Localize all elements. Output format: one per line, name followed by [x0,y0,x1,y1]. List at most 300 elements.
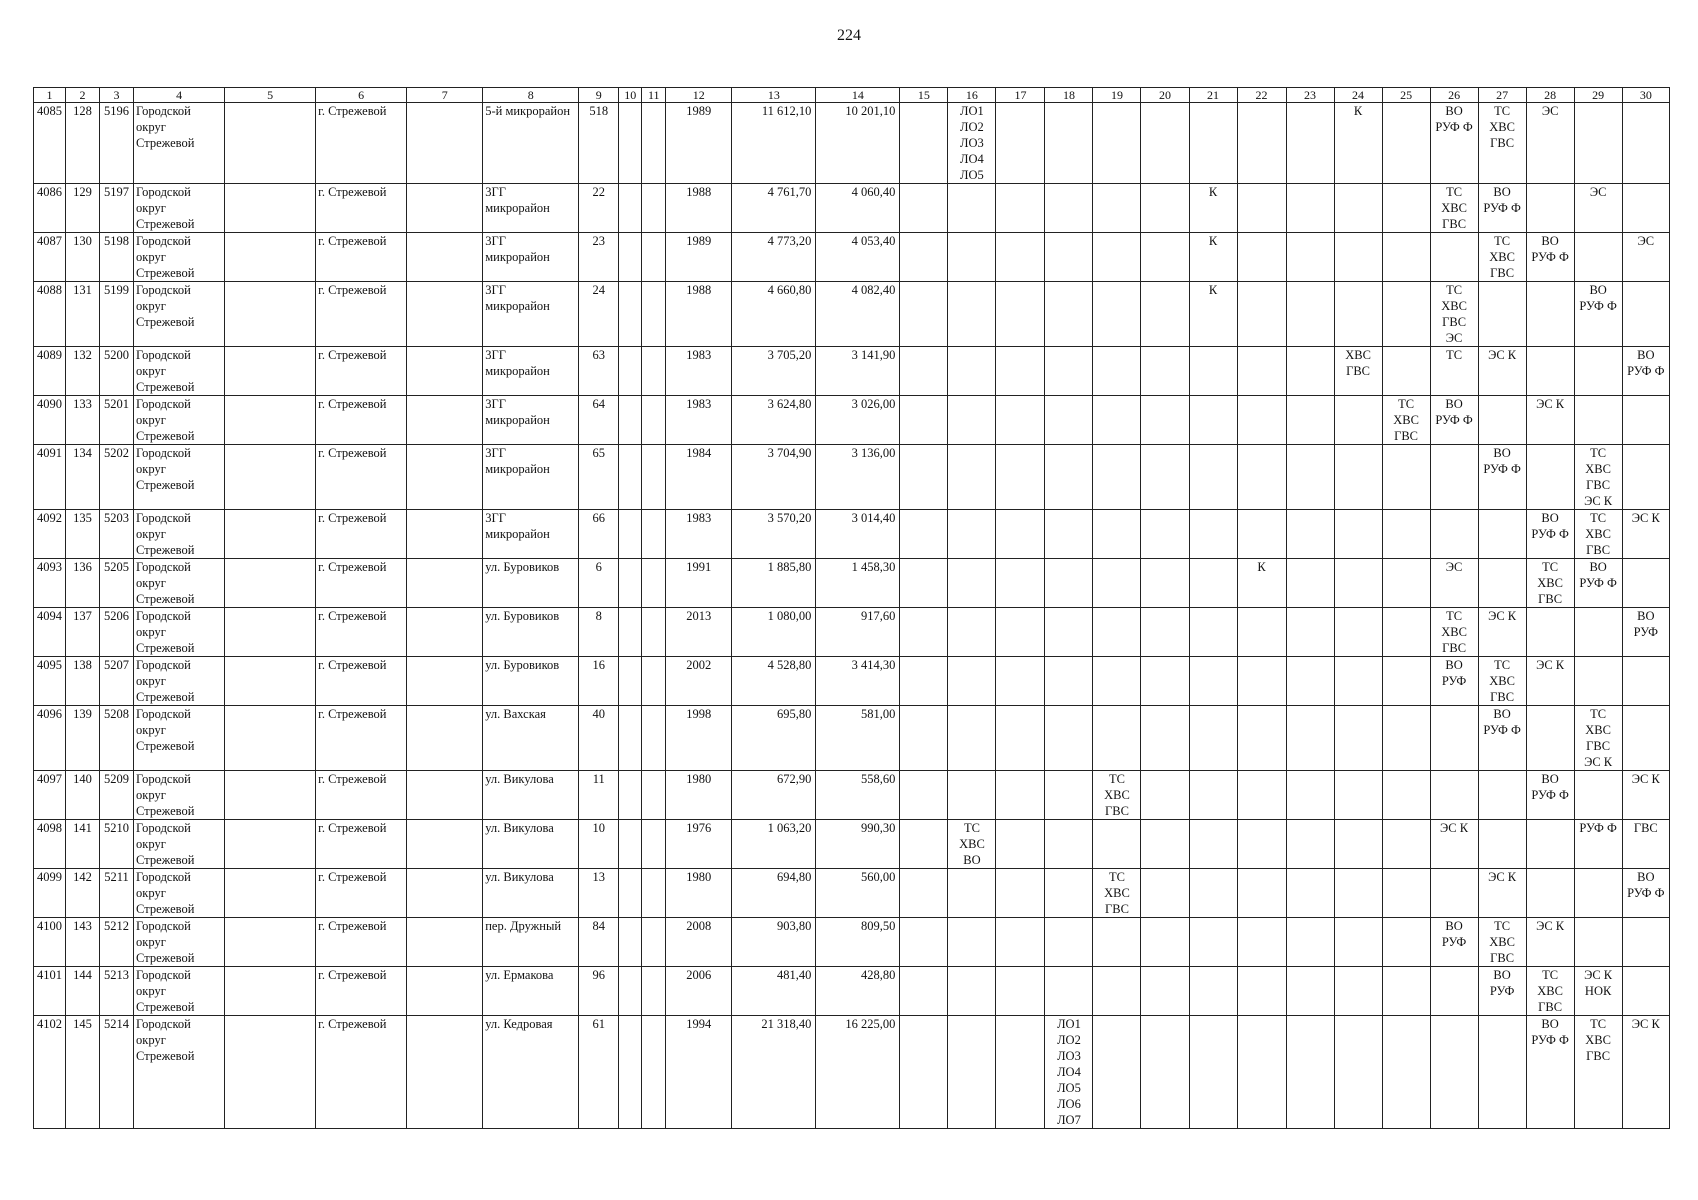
table-cell-col-11 [642,706,666,771]
table-cell-col-2: 135 [66,510,100,559]
table-cell-col-7 [407,820,483,869]
table-cell-col-9: 24 [579,282,619,347]
table-cell-col-18 [1045,347,1093,396]
table-cell-col-5 [225,184,316,233]
table-cell-col-18 [1045,184,1093,233]
table-cell-col-25 [1382,657,1430,706]
table-cell-col-8: ул. Кедровая [483,1016,579,1129]
table-cell-col-17 [996,706,1045,771]
table-cell-col-27 [1478,559,1526,608]
table-cell-col-15 [900,396,948,445]
table-cell-col-7 [407,103,483,184]
table-cell-col-12: 1983 [666,510,732,559]
table-cell-col-27: ТС ХВС ГВС [1478,103,1526,184]
table-cell-col-27: ЭС К [1478,608,1526,657]
table-cell-col-21: К [1189,233,1237,282]
column-header-5: 5 [225,88,316,103]
table-cell-col-4: Городской округ Стрежевой [134,559,225,608]
table-cell-col-10 [619,657,642,706]
table-cell-col-11 [642,771,666,820]
table-cell-col-16: ЛО1 ЛО2 ЛО3 ЛО4 ЛО5 [948,103,996,184]
table-cell-col-5 [225,347,316,396]
table-cell-col-21 [1189,103,1237,184]
table-cell-col-29 [1574,869,1622,918]
table-cell-col-23 [1286,103,1334,184]
table-cell-col-7 [407,233,483,282]
table-cell-col-30: ВО РУФ [1622,608,1669,657]
table-cell-col-13: 4 773,20 [732,233,816,282]
table-cell-col-26: ВО РУФ Ф [1430,396,1478,445]
table-cell-col-9: 40 [579,706,619,771]
table-cell-col-24 [1334,282,1382,347]
table-cell-col-22 [1237,282,1286,347]
table-cell-col-14: 581,00 [816,706,900,771]
table-cell-col-6: г. Стрежевой [316,657,407,706]
table-cell-col-14: 3 141,90 [816,347,900,396]
table-cell-col-30 [1622,559,1669,608]
table-cell-col-29 [1574,657,1622,706]
table-cell-col-26: ТС ХВС ГВС ЭС [1430,282,1478,347]
table-cell-col-2: 143 [66,918,100,967]
table-cell-col-9: 66 [579,510,619,559]
table-cell-col-25 [1382,1016,1430,1129]
table-cell-col-2: 134 [66,445,100,510]
table-cell-col-22 [1237,869,1286,918]
table-cell-col-3: 5212 [100,918,134,967]
table-cell-col-15 [900,184,948,233]
table-row [34,657,1670,706]
table-cell-col-13: 21 318,40 [732,1016,816,1129]
table-cell-col-24 [1334,233,1382,282]
table-cell-col-28 [1526,820,1574,869]
table-cell-col-15 [900,608,948,657]
table-cell-col-22 [1237,771,1286,820]
table-row [34,608,1670,657]
table-cell-col-28 [1526,184,1574,233]
table-cell-col-4: Городской округ Стрежевой [134,657,225,706]
table-cell-col-5 [225,396,316,445]
table-cell-col-26 [1430,869,1478,918]
table-cell-col-26: ЭС К [1430,820,1478,869]
table-cell-col-7 [407,445,483,510]
table-cell-col-13: 4 761,70 [732,184,816,233]
table-cell-col-9: 11 [579,771,619,820]
column-header-10: 10 [619,88,642,103]
table-cell-col-25 [1382,103,1430,184]
table-cell-col-10 [619,559,642,608]
table-cell-col-2: 129 [66,184,100,233]
table-cell-col-2: 141 [66,820,100,869]
table-cell-col-18 [1045,657,1093,706]
table-cell-col-27 [1478,282,1526,347]
table-cell-col-15 [900,233,948,282]
table-cell-col-3: 5205 [100,559,134,608]
table-cell-col-12: 2006 [666,967,732,1016]
table-cell-col-8: ул. Викулова [483,771,579,820]
table-row [34,559,1670,608]
table-cell-col-6: г. Стрежевой [316,396,407,445]
column-header-17: 17 [996,88,1045,103]
table-cell-col-3: 5198 [100,233,134,282]
table-cell-col-29 [1574,771,1622,820]
table-cell-col-7 [407,184,483,233]
table-cell-col-13: 1 063,20 [732,820,816,869]
table-cell-col-14: 3 026,00 [816,396,900,445]
table-cell-col-15 [900,918,948,967]
table-cell-col-22 [1237,347,1286,396]
table-cell-col-2: 132 [66,347,100,396]
table-cell-col-21 [1189,706,1237,771]
table-cell-col-26 [1430,1016,1478,1129]
table-cell-col-9: 22 [579,184,619,233]
table-cell-col-30: ВО РУФ Ф [1622,869,1669,918]
table-cell-col-8: ул. Викулова [483,869,579,918]
table-cell-col-19 [1093,608,1141,657]
table-cell-col-19 [1093,347,1141,396]
table-cell-col-6: г. Стрежевой [316,869,407,918]
table-cell-col-17 [996,103,1045,184]
table-cell-col-16 [948,445,996,510]
table-cell-col-1: 4091 [34,445,66,510]
table-cell-col-30 [1622,445,1669,510]
table-cell-col-10 [619,918,642,967]
table-cell-col-27: ВО РУФ Ф [1478,184,1526,233]
table-cell-col-28: ВО РУФ Ф [1526,510,1574,559]
table-cell-col-30 [1622,967,1669,1016]
table-cell-col-17 [996,1016,1045,1129]
table-header [34,88,1670,103]
table-cell-col-23 [1286,184,1334,233]
table-cell-col-8: ул. Буровиков [483,559,579,608]
table-cell-col-27: ВО РУФ Ф [1478,706,1526,771]
table-cell-col-19 [1093,396,1141,445]
table-cell-col-6: г. Стрежевой [316,510,407,559]
table-cell-col-7 [407,282,483,347]
table-cell-col-17 [996,282,1045,347]
table-cell-col-10 [619,706,642,771]
table-cell-col-1: 4087 [34,233,66,282]
table-cell-col-7 [407,918,483,967]
table-cell-col-12: 2002 [666,657,732,706]
table-cell-col-14: 3 414,30 [816,657,900,706]
table-cell-col-4: Городской округ Стрежевой [134,282,225,347]
table-cell-col-5 [225,869,316,918]
table-cell-col-8: 3ГГ микрорайон [483,184,579,233]
table-cell-col-30: ВО РУФ Ф [1622,347,1669,396]
table-cell-col-30: ЭС [1622,233,1669,282]
table-cell-col-13: 4 528,80 [732,657,816,706]
table-cell-col-24 [1334,559,1382,608]
table-cell-col-20 [1141,103,1189,184]
table-cell-col-25 [1382,233,1430,282]
table-cell-col-21 [1189,1016,1237,1129]
column-header-30: 30 [1622,88,1669,103]
table-cell-col-19 [1093,233,1141,282]
table-cell-col-28: ЭС К [1526,918,1574,967]
table-cell-col-8: ул. Буровиков [483,657,579,706]
table-cell-col-9: 84 [579,918,619,967]
table-cell-col-28 [1526,706,1574,771]
table-cell-col-8: 3ГГ микрорайон [483,510,579,559]
table-cell-col-25 [1382,510,1430,559]
table-cell-col-29: ТС ХВС ГВС [1574,510,1622,559]
table-cell-col-24: ХВС ГВС [1334,347,1382,396]
table-cell-col-11 [642,103,666,184]
table-row [34,967,1670,1016]
table-cell-col-28 [1526,445,1574,510]
table-cell-col-15 [900,706,948,771]
table-cell-col-1: 4098 [34,820,66,869]
column-header-14: 14 [816,88,900,103]
table-cell-col-12: 1976 [666,820,732,869]
table-cell-col-21 [1189,918,1237,967]
table-cell-col-14: 3 014,40 [816,510,900,559]
table-cell-col-12: 1994 [666,1016,732,1129]
table-cell-col-17 [996,918,1045,967]
table-cell-col-29 [1574,233,1622,282]
table-cell-col-6: г. Стрежевой [316,233,407,282]
table-cell-col-23 [1286,510,1334,559]
table-cell-col-5 [225,967,316,1016]
table-cell-col-9: 8 [579,608,619,657]
table-cell-col-14: 3 136,00 [816,445,900,510]
table-cell-col-5 [225,103,316,184]
table-cell-col-21 [1189,820,1237,869]
table-cell-col-26 [1430,967,1478,1016]
table-cell-col-10 [619,282,642,347]
table-cell-col-26 [1430,510,1478,559]
table-cell-col-7 [407,396,483,445]
table-cell-col-12: 1983 [666,396,732,445]
table-cell-col-10 [619,771,642,820]
table-cell-col-28: ТС ХВС ГВС [1526,559,1574,608]
column-header-16: 16 [948,88,996,103]
table-cell-col-19: ТС ХВС ГВС [1093,869,1141,918]
table-cell-col-30 [1622,918,1669,967]
table-cell-col-18: ЛО1 ЛО2 ЛО3 ЛО4 ЛО5 ЛО6 ЛО7 [1045,1016,1093,1129]
table-cell-col-13: 903,80 [732,918,816,967]
table-cell-col-16 [948,608,996,657]
table-cell-col-12: 1988 [666,282,732,347]
table-cell-col-10 [619,1016,642,1129]
table-cell-col-15 [900,820,948,869]
table-cell-col-2: 133 [66,396,100,445]
table-cell-col-2: 137 [66,608,100,657]
column-header-25: 25 [1382,88,1430,103]
table-cell-col-13: 3 704,90 [732,445,816,510]
table-cell-col-13: 1 885,80 [732,559,816,608]
table-cell-col-10 [619,820,642,869]
table-cell-col-11 [642,918,666,967]
table-cell-col-25: ТС ХВС ГВС [1382,396,1430,445]
table-cell-col-24 [1334,184,1382,233]
table-cell-col-18 [1045,559,1093,608]
table-cell-col-20 [1141,771,1189,820]
table-cell-col-16 [948,396,996,445]
table-cell-col-14: 917,60 [816,608,900,657]
table-cell-col-3: 5201 [100,396,134,445]
table-cell-col-13: 3 705,20 [732,347,816,396]
table-cell-col-13: 3 624,80 [732,396,816,445]
table-cell-col-30: ЭС К [1622,510,1669,559]
table-cell-col-29: ТС ХВС ГВС ЭС К [1574,706,1622,771]
table-cell-col-3: 5203 [100,510,134,559]
table-cell-col-30 [1622,657,1669,706]
table-cell-col-23 [1286,1016,1334,1129]
table-cell-col-1: 4086 [34,184,66,233]
table-cell-col-12: 1991 [666,559,732,608]
table-cell-col-16 [948,918,996,967]
column-header-7: 7 [407,88,483,103]
table-cell-col-12: 1980 [666,869,732,918]
table-cell-col-23 [1286,771,1334,820]
table-cell-col-21: К [1189,184,1237,233]
header-row [34,88,1670,103]
table-cell-col-17 [996,347,1045,396]
table-cell-col-19 [1093,1016,1141,1129]
table-cell-col-13: 3 570,20 [732,510,816,559]
table-cell-col-25 [1382,918,1430,967]
table-cell-col-24 [1334,510,1382,559]
table-cell-col-19 [1093,559,1141,608]
table-cell-col-5 [225,657,316,706]
table-row [34,445,1670,510]
table-cell-col-24 [1334,445,1382,510]
column-header-6: 6 [316,88,407,103]
table-cell-col-20 [1141,608,1189,657]
table-cell-col-6: г. Стрежевой [316,706,407,771]
table-cell-col-20 [1141,445,1189,510]
table-cell-col-3: 5214 [100,1016,134,1129]
table-cell-col-2: 144 [66,967,100,1016]
table-cell-col-20 [1141,233,1189,282]
table-cell-col-8: 3ГГ микрорайон [483,347,579,396]
table-cell-col-6: г. Стрежевой [316,184,407,233]
table-cell-col-27 [1478,1016,1526,1129]
table-row [34,771,1670,820]
table-cell-col-9: 65 [579,445,619,510]
table-cell-col-22: К [1237,559,1286,608]
table-cell-col-22 [1237,103,1286,184]
table-cell-col-29 [1574,608,1622,657]
table-cell-col-29 [1574,396,1622,445]
table-cell-col-19 [1093,657,1141,706]
table-cell-col-4: Городской округ Стрежевой [134,706,225,771]
table-cell-col-22 [1237,396,1286,445]
table-cell-col-8: ул. Вахская [483,706,579,771]
table-cell-col-24 [1334,967,1382,1016]
table-cell-col-8: 3ГГ микрорайон [483,282,579,347]
table-cell-col-11 [642,657,666,706]
table-cell-col-3: 5211 [100,869,134,918]
table-cell-col-26 [1430,233,1478,282]
table-cell-col-11 [642,559,666,608]
table-cell-col-25 [1382,184,1430,233]
table-cell-col-1: 4100 [34,918,66,967]
table-cell-col-6: г. Стрежевой [316,559,407,608]
table-cell-col-20 [1141,657,1189,706]
table-cell-col-7 [407,706,483,771]
table-cell-col-25 [1382,771,1430,820]
table-cell-col-18 [1045,103,1093,184]
table-row [34,347,1670,396]
table-cell-col-17 [996,820,1045,869]
table-cell-col-6: г. Стрежевой [316,918,407,967]
table-cell-col-25 [1382,820,1430,869]
table-cell-col-27: ЭС К [1478,869,1526,918]
table-cell-col-1: 4089 [34,347,66,396]
table-cell-col-6: г. Стрежевой [316,445,407,510]
table-cell-col-12: 1984 [666,445,732,510]
table-cell-col-5 [225,233,316,282]
table-cell-col-16 [948,706,996,771]
table-cell-col-1: 4090 [34,396,66,445]
table-cell-col-4: Городской округ Стрежевой [134,347,225,396]
table-cell-col-11 [642,608,666,657]
table-cell-col-26: ТС ХВС ГВС [1430,608,1478,657]
column-header-27: 27 [1478,88,1526,103]
table-cell-col-20 [1141,559,1189,608]
table-cell-col-28 [1526,347,1574,396]
table-cell-col-7 [407,657,483,706]
table-cell-col-9: 6 [579,559,619,608]
table-cell-col-21 [1189,396,1237,445]
table-cell-col-15 [900,771,948,820]
table-cell-col-22 [1237,706,1286,771]
table-cell-col-3: 5210 [100,820,134,869]
table-cell-col-17 [996,233,1045,282]
table-cell-col-27: ВО РУФ Ф [1478,445,1526,510]
table-cell-col-17 [996,967,1045,1016]
column-header-8: 8 [483,88,579,103]
table-cell-col-7 [407,510,483,559]
table-cell-col-16 [948,657,996,706]
table-cell-col-20 [1141,347,1189,396]
table-cell-col-14: 1 458,30 [816,559,900,608]
table-cell-col-30: ЭС К [1622,1016,1669,1129]
column-header-12: 12 [666,88,732,103]
table-cell-col-4: Городской округ Стрежевой [134,445,225,510]
table-cell-col-22 [1237,608,1286,657]
table-cell-col-2: 131 [66,282,100,347]
table-cell-col-12: 1989 [666,233,732,282]
table-cell-col-26: ВО РУФ [1430,918,1478,967]
table-cell-col-28 [1526,869,1574,918]
table-cell-col-25 [1382,559,1430,608]
table-cell-col-12: 1983 [666,347,732,396]
column-header-2: 2 [66,88,100,103]
table-cell-col-4: Городской округ Стрежевой [134,771,225,820]
table-cell-col-23 [1286,396,1334,445]
column-header-3: 3 [100,88,134,103]
column-header-29: 29 [1574,88,1622,103]
table-cell-col-29: ТС ХВС ГВС [1574,1016,1622,1129]
table-cell-col-27: ТС ХВС ГВС [1478,918,1526,967]
table-cell-col-25 [1382,869,1430,918]
table-cell-col-11 [642,967,666,1016]
column-header-28: 28 [1526,88,1574,103]
table-cell-col-11 [642,1016,666,1129]
column-header-9: 9 [579,88,619,103]
table-cell-col-16 [948,559,996,608]
table-cell-col-20 [1141,396,1189,445]
table-cell-col-3: 5199 [100,282,134,347]
table-cell-col-9: 518 [579,103,619,184]
table-cell-col-23 [1286,967,1334,1016]
table-cell-col-24 [1334,657,1382,706]
table-cell-col-9: 23 [579,233,619,282]
table-cell-col-12: 1989 [666,103,732,184]
